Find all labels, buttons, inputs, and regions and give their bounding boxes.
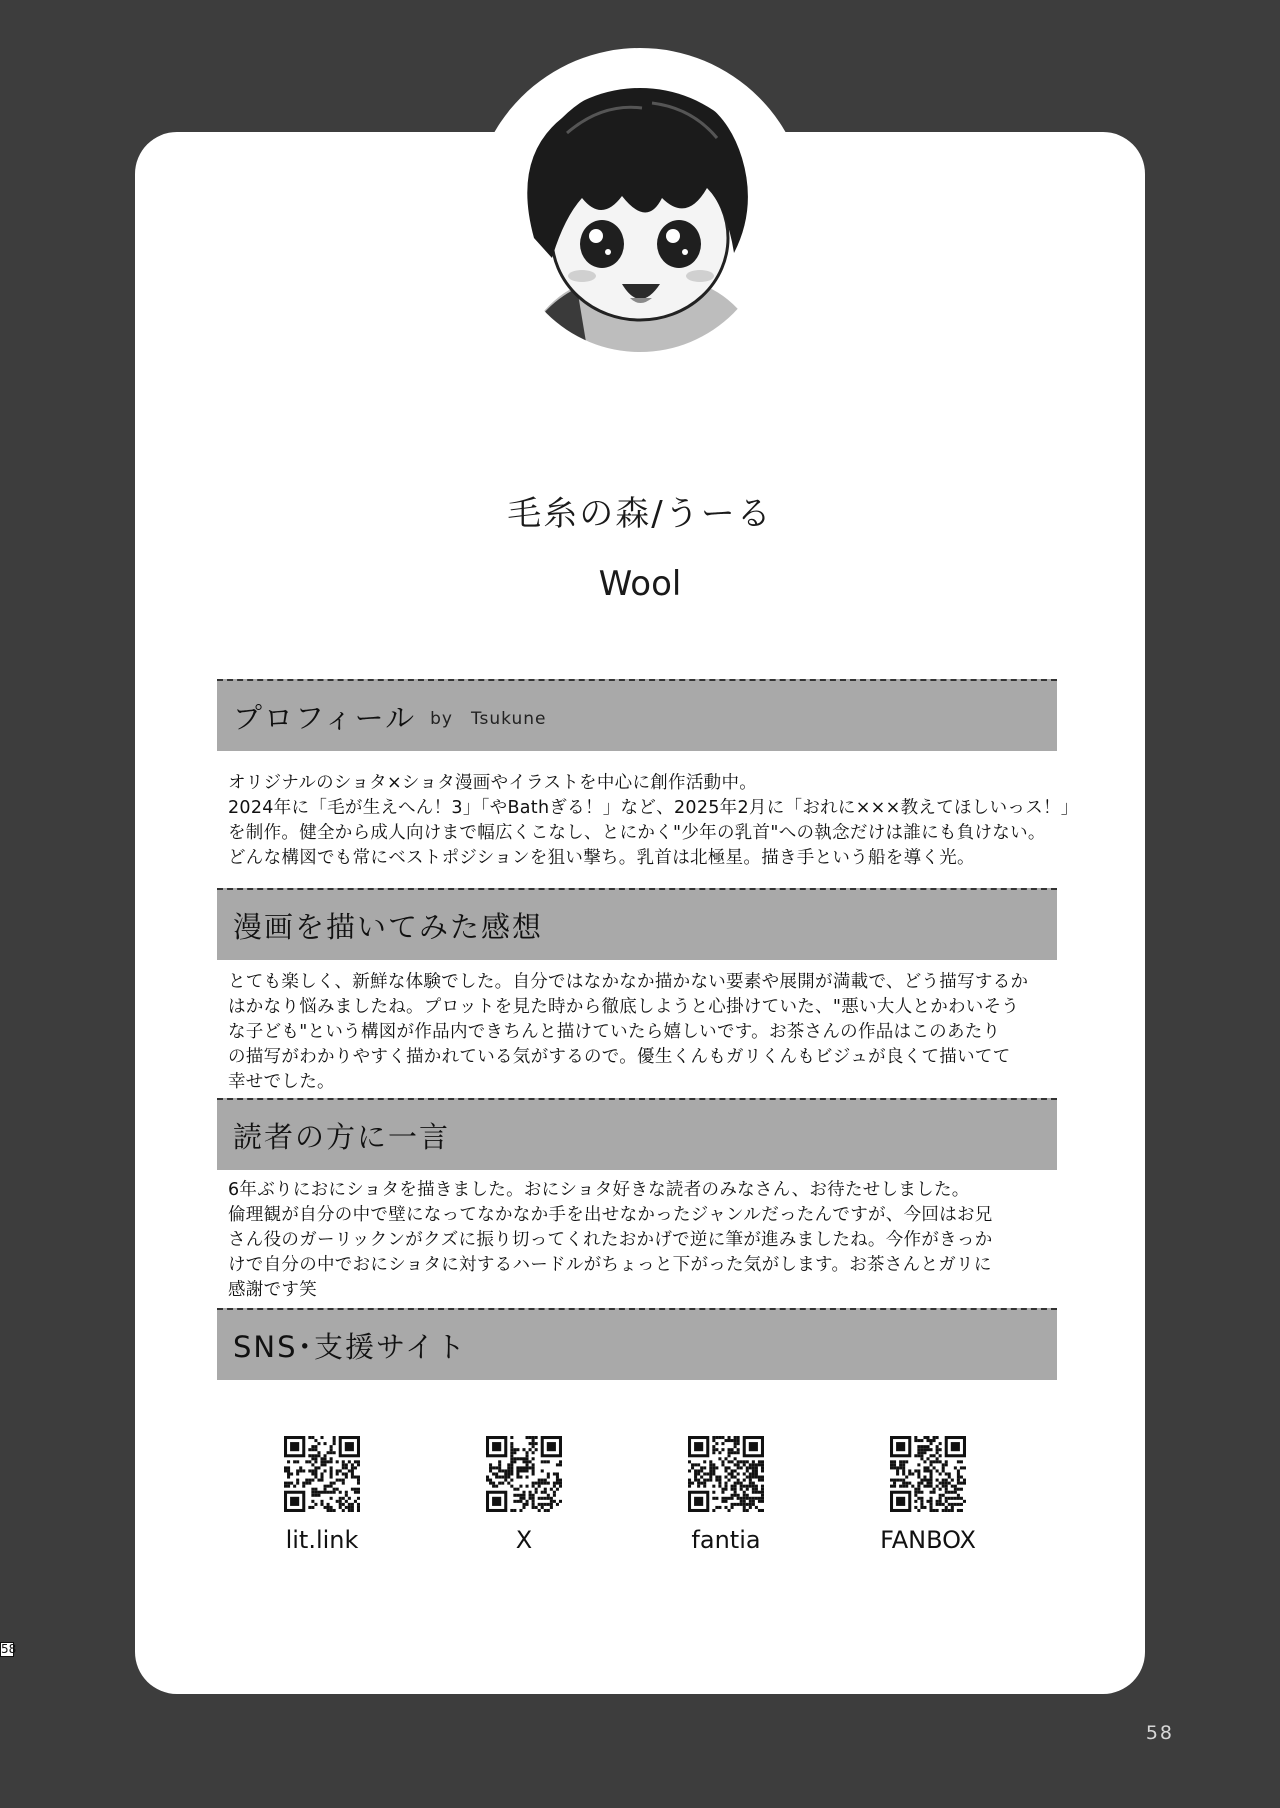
section-title: 読者の方に一言 [233,1119,451,1154]
qr-label: fantia [691,1526,761,1554]
section-author: by Tsukune [430,708,547,729]
pen-name: Wool [598,564,682,604]
section-title: 漫画を描いてみた感想 [233,909,544,944]
qr-link-fanbox[interactable] [828,1436,1028,1554]
section-header-impressions [217,888,1057,960]
body-line: さん役のガーリックンがクズに振り切ってくれたおかげで逆に筆が進みましたね。今作がきっか [228,1230,993,1250]
section-body-impressions [228,970,1063,1095]
body-line: はかなり悩みましたね。プロットを見た時から徹底しようと心掛けていた、"悪い大人とかわいそう [228,997,1020,1017]
qr-label: X [515,1526,533,1554]
section-body-profile [228,771,1079,871]
body-line: 幸せでした。 [228,1072,335,1092]
avatar-illustration [472,48,808,384]
body-line: を制作。健全から成人向けまで幅広くこなし、とにかく"少年の乳首"への執念だけは誰にも負けない。 [228,823,1046,843]
body-line: どんな構図でも常にベストポジションを狙い撃ち。乳首は北極星。描き手という船を導く光。 [228,848,975,868]
qr-label: FANBOX [880,1526,976,1554]
qr-label: lit.link [285,1526,359,1554]
author-avatar [472,48,808,384]
section-header-profile [217,679,1057,751]
qr-code-icon [688,1436,764,1512]
body-line: とても楽しく、新鮮な体験でした。自分ではなかなか描かない要素や展開が満載で、どう描写するか [228,972,1029,992]
section-header-readers [217,1098,1057,1170]
qr-link-fantia[interactable] [626,1436,826,1554]
body-line: 倫理観が自分の中で壁になってなかなか手を出せなかったジャンルだったんですが、今回はお兄 [228,1205,993,1225]
body-line: 2024年に「毛が生えへん！3」「やBathぎる！」など、2025年2月に「おれに×××教えてほしいっス！」 [228,798,1079,818]
body-line: 6年ぶりにおにショタを描きました。おにショタ好きな読者のみなさん、お待たせしました。 [228,1180,970,1200]
circle-name: 毛糸の森/うーる [507,494,773,534]
side-page-number: 58 [1,1642,17,1656]
body-line: 感謝です笑 [228,1280,317,1300]
qr-code-icon [284,1436,360,1512]
qr-link-litlink[interactable] [222,1436,422,1554]
section-title: SNS･支援サイト [233,1329,467,1364]
body-line: な子ども"という構図が作品内できちんと描けていたら嬉しいです。お茶さんの作品はこのあたり [228,1022,1001,1042]
body-line: オリジナルのショタ×ショタ漫画やイラストを中心に創作活動中。 [228,773,758,793]
body-line: けで自分の中でおにショタに対するハードルがちょっと下がった気がします。お茶さんとガリに [228,1255,992,1275]
section-title: プロフィール [233,700,417,735]
page-number: 58 [1145,1722,1174,1744]
qr-code-icon [486,1436,562,1512]
section-body-readers [228,1178,1063,1303]
qr-link-x[interactable] [424,1436,624,1554]
body-line: の描写がわかりやすく描かれている気がするので。優生くんもガリくんもビジュが良くて描いてて [228,1047,1011,1067]
qr-code-icon [890,1436,966,1512]
section-header-sns [217,1308,1057,1380]
